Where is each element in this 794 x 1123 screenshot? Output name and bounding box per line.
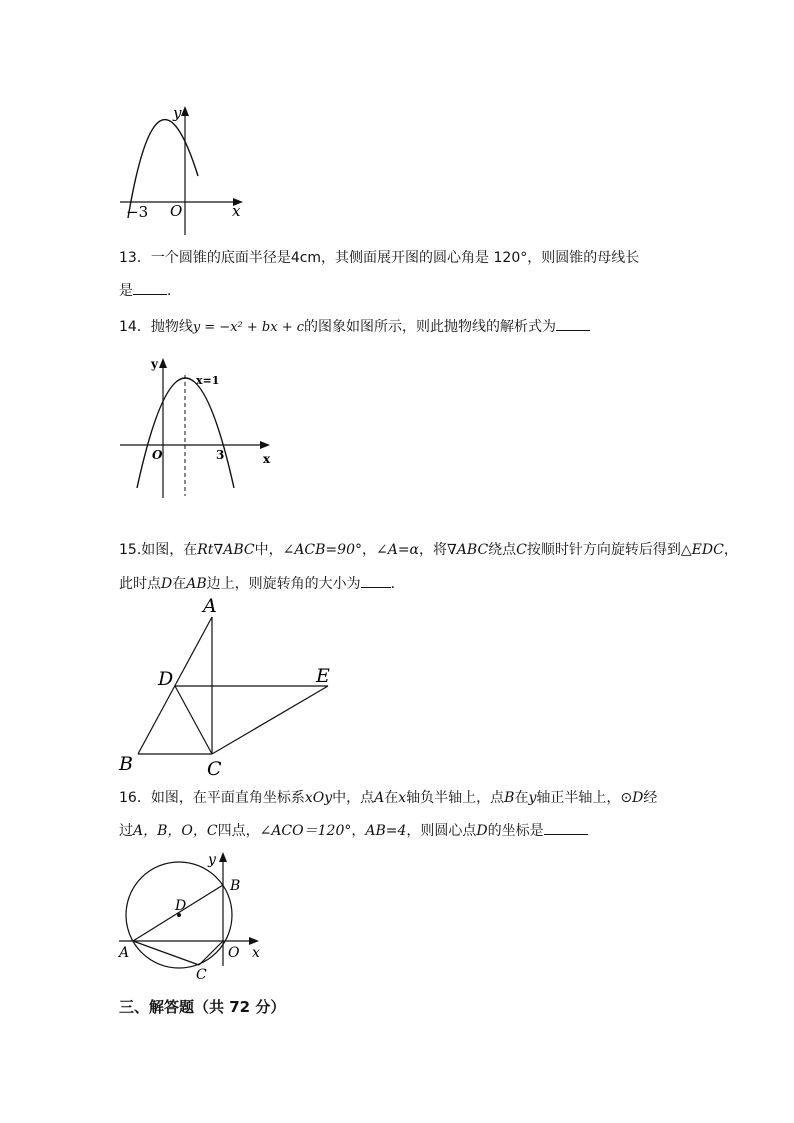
q16-angle-aco: ∠ACO＝120° [259,823,352,839]
q15-text-c: ，将 [419,542,448,558]
point-b-label: B [119,753,133,775]
q14-answer-blank[interactable] [556,316,590,331]
q16-text-a: 16．如图，在平面直角坐标系 [119,790,305,806]
x-axis-label: x [252,945,260,961]
q15-segment-ab: AB [186,576,207,592]
q16-text-i: 四点， [217,823,260,839]
point-d-label: D [158,668,174,690]
q14-formula: y = −x² + bx + c [192,320,305,335]
section-3-heading: 三、解答题（共 72 分） [119,998,286,1016]
q15-angle-a: ∠A=α [375,542,420,558]
point-a-label: A [119,945,130,961]
q15-text-g: 此时点 [119,576,161,592]
figure-q15 [110,595,350,785]
q16-text-f: 轴正半轴上，⊙ [536,790,633,806]
point-b-label: B [230,878,241,894]
origin-label: O [170,202,183,220]
q16-text-c: 在 [384,790,399,806]
question-14 [119,316,590,338]
q16-text-b: 中，点 [332,790,375,806]
y-axis-label: y [151,357,158,371]
q15-comma: ， [361,542,376,558]
q15-text-d: 绕点 [488,542,517,558]
root-label: −3 [126,203,149,221]
q13-answer-blank[interactable] [133,280,167,295]
point-a-label: A [203,595,217,617]
q16-text-k: 的坐标是 [487,823,544,839]
q16-text-g: 经 [643,790,658,806]
q15-triangle-abc: ∇ABC [213,542,255,558]
q16-answer-blank[interactable] [544,820,588,835]
q15-text-e: 按顺时针方向旋转后得到 [526,542,681,558]
q15-answer-blank[interactable] [361,573,391,588]
y-axis-arrow [159,358,167,368]
q16-y-var: y [528,790,537,806]
q15-text-i: 边上，则旋转角的大小为 [206,576,361,592]
q15-point-c: C [516,542,527,558]
origin-label: O [152,448,163,462]
q16-xoy: xOy [304,790,333,806]
q16-point-d-2: D [476,823,488,839]
figure-q14 [115,350,275,500]
q14-prefix: 14．抛物线 [119,319,193,335]
tick-3-label: 3 [216,448,225,462]
q16-text-d: 轴负半轴上，点 [406,790,505,806]
q15-triangle-edc: △EDC [680,542,724,558]
q15-text-a: 15.如图，在 [119,542,198,558]
point-c-label: C [196,967,207,983]
q15-triangle-abc-2: ∇ABC [447,542,489,558]
segment-co [199,941,223,965]
q13-prefix: 是 [119,283,133,299]
q15-rt: Rt [197,542,214,558]
q16-sep: ， [351,823,366,839]
figure-q16 [115,848,275,983]
y-axis-label: y [208,852,216,868]
x-axis-label: x [263,452,271,466]
q16-points: A，B，O，C [133,823,218,839]
y-axis-label: y [173,104,182,122]
q15-angle-acb: ∠ACB=90° [282,542,362,558]
q15-text-b: 中， [254,542,283,558]
q13-suffix: ． [167,283,181,299]
x-axis-arrow [249,937,259,945]
q16-x-var: x [398,790,407,806]
question-16-line2 [119,820,588,841]
q16-point-a: A [374,790,385,806]
q16-text-h: 过 [119,823,133,839]
x-axis-arrow [260,441,270,449]
q16-point-b: B [504,790,515,806]
symmetry-axis-label: x=1 [196,374,220,387]
q15-text-j: ． [390,576,405,592]
q15-text-f: ， [723,542,738,558]
x-axis-label: x [232,202,241,220]
question-15-line2 [119,573,405,594]
q16-text-j: ，则圆心点 [406,823,477,839]
question-13-line1: 13．一个圆锥的底面半径是4cm，其侧面展开图的圆心角是 120°，则圆锥的母线长 [119,250,640,266]
question-16-line1 [119,788,657,808]
segment-dc [175,686,212,754]
q15-text-h: 在 [172,576,187,592]
y-axis-arrow [181,106,189,116]
question-15-line1 [119,540,738,560]
q15-point-d: D [161,576,173,592]
point-o-label: O [228,945,240,961]
q14-suffix: 的图象如图所示，则此抛物线的解析式为 [304,319,557,335]
segment-ec [212,686,328,754]
q16-text-e: 在 [514,790,529,806]
y-axis-arrow [219,852,227,862]
figure-q12 [115,100,255,240]
q16-point-d: D [632,790,644,806]
q16-ab-length: AB=4 [365,823,407,839]
point-c-label: C [207,758,222,780]
point-d-label: D [175,898,187,914]
question-13-line2 [119,280,181,301]
point-e-label: E [316,665,330,687]
